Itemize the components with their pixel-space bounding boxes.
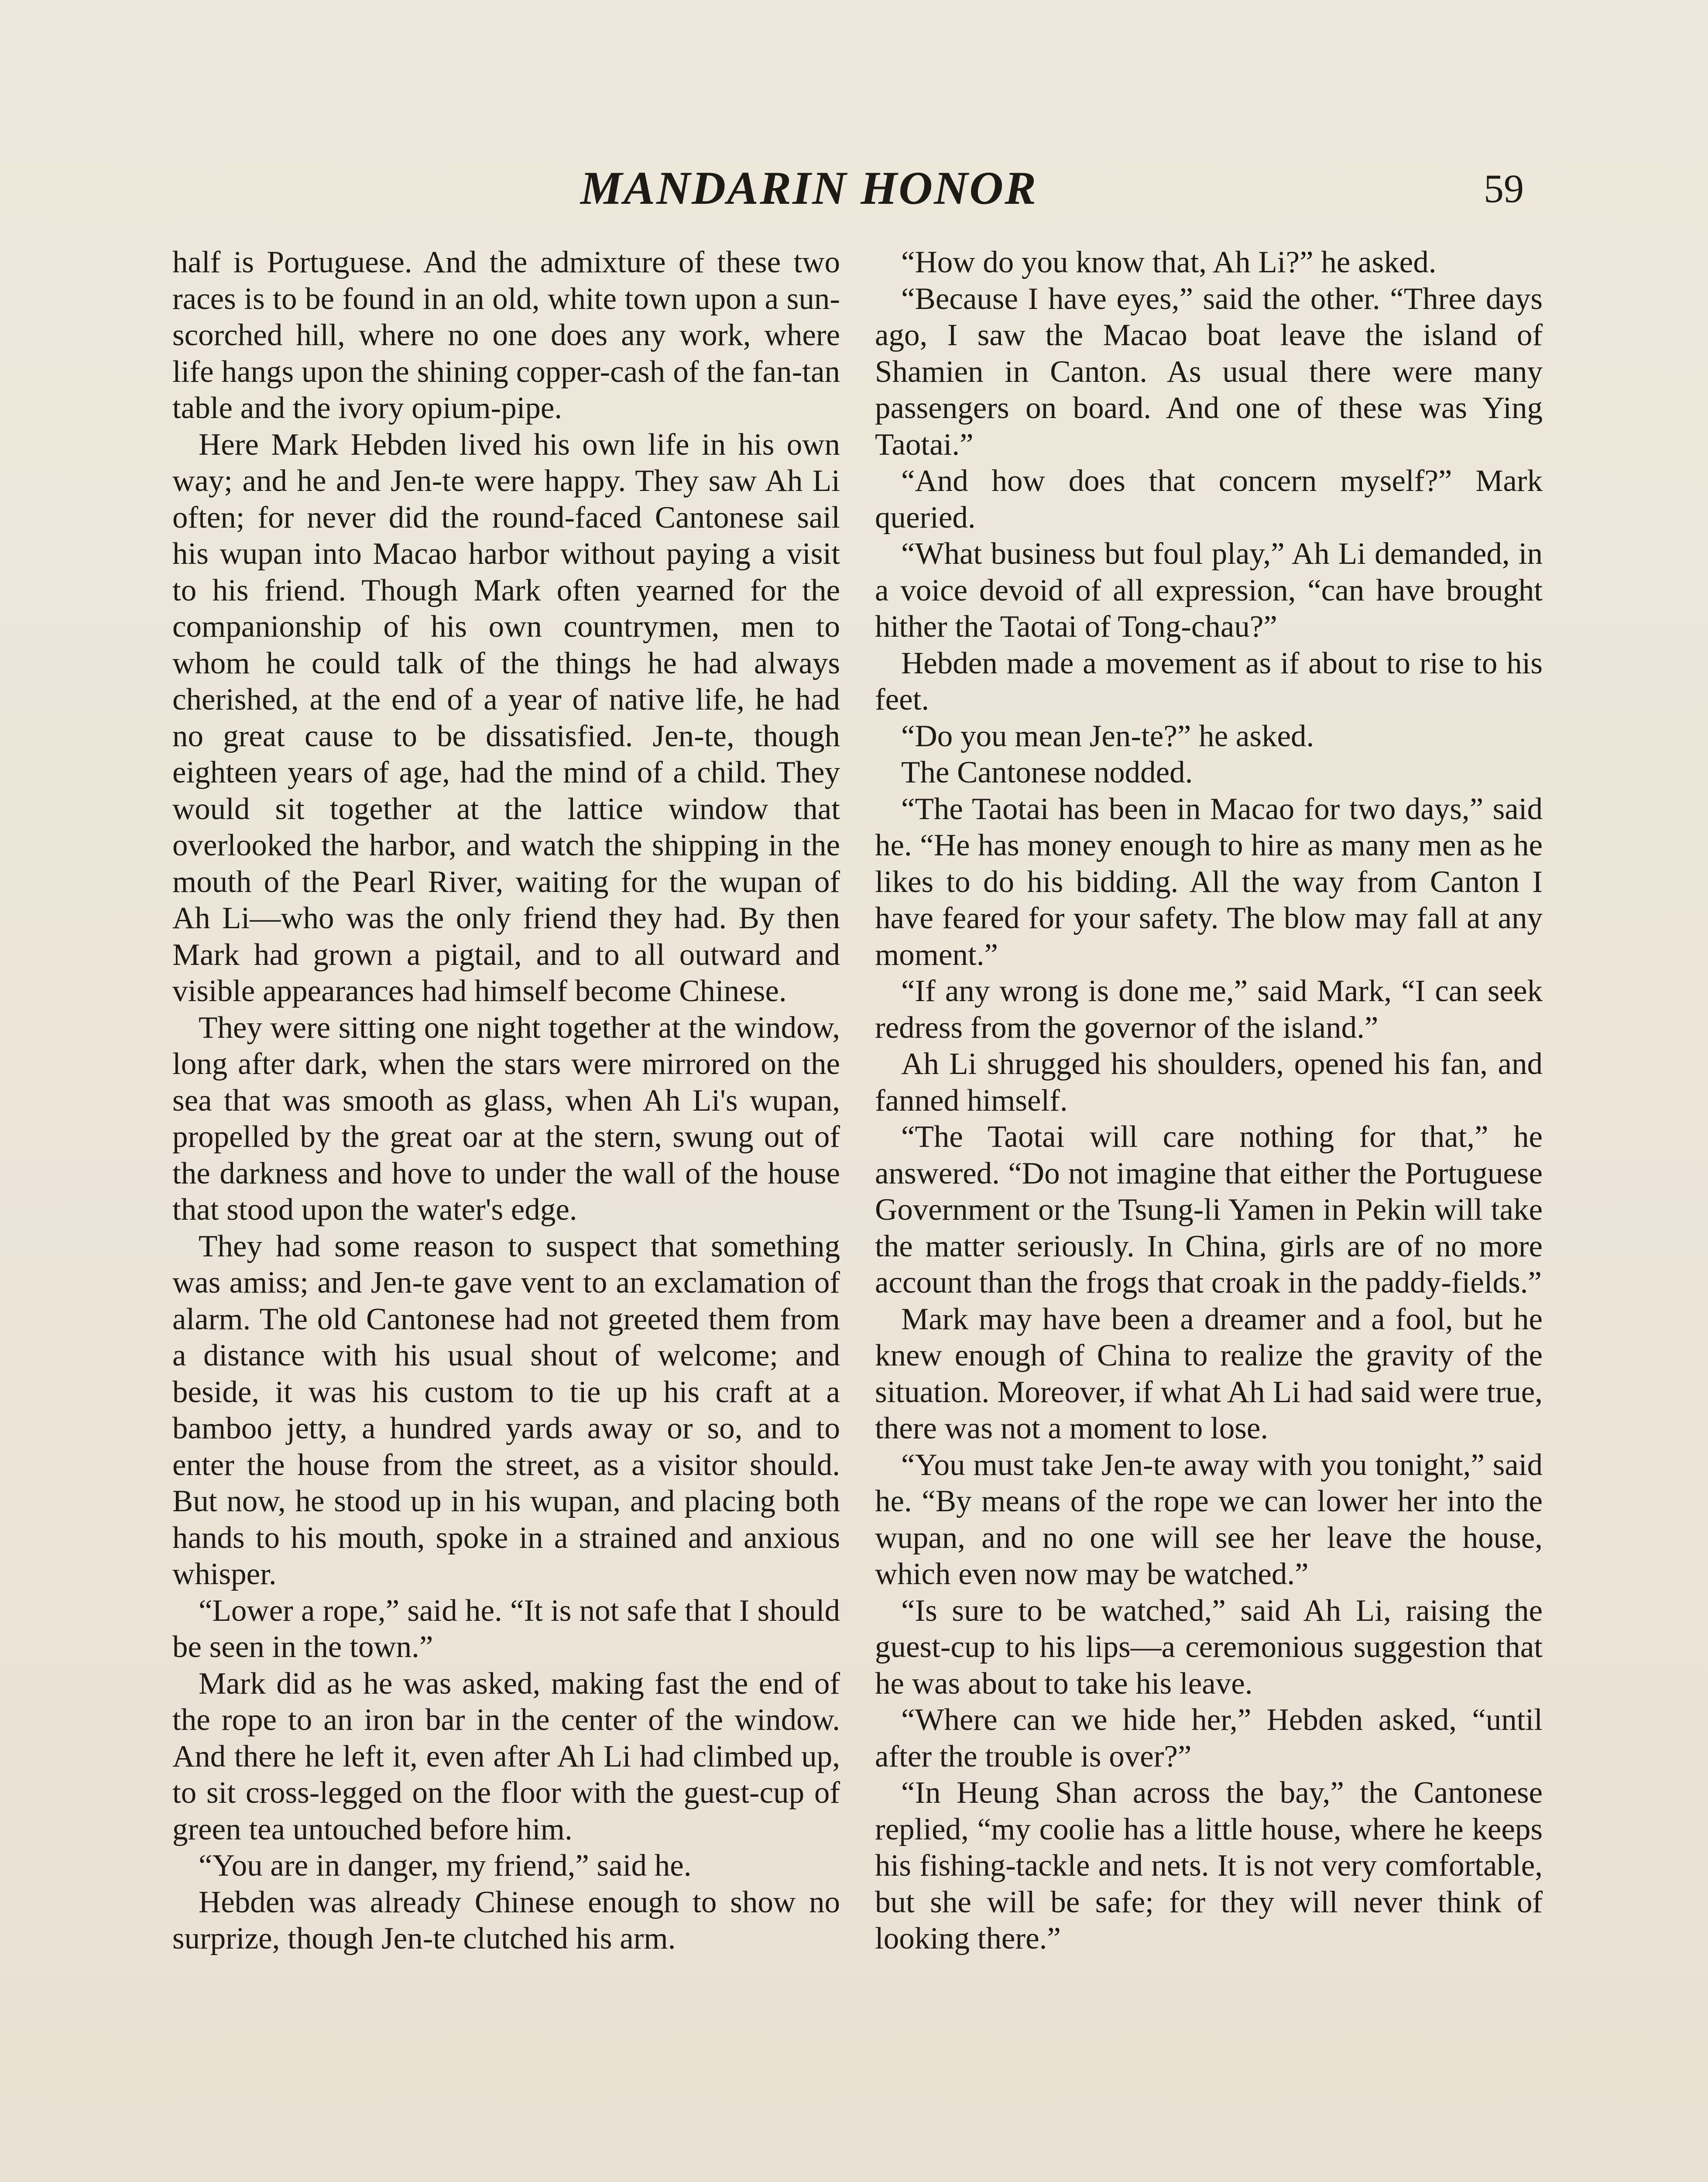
paragraph: “You are in danger, my friend,” said he. (199, 1849, 692, 1883)
paragraph: “If any wrong is done me,” said Mark, “I can seek redress from the governor of the island.” (875, 974, 1543, 1045)
paragraph: “Is sure to be watched,” said Ah Li, raising the guest-cup to his lips—a ceremonious suggestion that he was about to take his leave. (875, 1593, 1543, 1701)
right-column (875, 244, 1543, 2182)
paragraph: Ah Li shrugged his shoulders, opened his fan, and fanned himself. (875, 1047, 1543, 1118)
paragraph: “Lower a rope,” said he. “It is not safe that I should be seen in the town.” (172, 1593, 840, 1664)
paragraph: “Because I have eyes,” said the other. “Three days ago, I saw the Macao boat leave the island of Shamien in Canton. As usual there were many passengers on board. And one of these was Ying Taotai.” (875, 281, 1543, 462)
running-head: MANDARIN HONOR (580, 162, 1038, 214)
paragraph: half is Portuguese. And the admixture of these two races is to be found in an old, white town upon a sun-scorched hill, where no one does any work, where life hangs upon the shining copper-cash of the fan-tan table and the ivory opium-pipe. (172, 245, 840, 425)
paragraph: Mark did as he was asked, making fast the end of the rope to an iron bar in the center of the window. And there he left it, even after Ah Li had climbed up, to sit cross-legged on the floor with the guest-cup of green tea untouched before him. (172, 1666, 840, 1846)
paragraph: “The Taotai will care nothing for that,” he answered. “Do not imagine that either the Portuguese Government or the Tsung-li Yamen in Pekin will take the matter seriously. In China, girls are of no more account than the frogs that croak in the paddy-fields.” (875, 1120, 1543, 1300)
paragraph: The Cantonese nodded. (901, 755, 1193, 789)
paragraph: Mark may have been a dreamer and a fool, but he knew enough of China to realize the gravity of the situation. Moreover, if what Ah Li had said were true, there was not a moment to lose. (875, 1302, 1543, 1445)
paragraph: They had some reason to suspect that something was amiss; and Jen-te gave vent to an exclamation of alarm. The old Cantonese had not greeted them from a distance with his usual shout of welcome; and beside, it was his custom to tie up his craft at a bamboo jetty, a hundred yards away or so, and to enter the house from the street, as a visitor should. But now, he stood up in his wupan, and placing both hands to his mouth, spoke in a strained and anxious whisper. (172, 1229, 840, 1591)
page-number: 59 (1484, 166, 1524, 211)
paragraph: “Do you mean Jen-te?” he asked. (901, 719, 1314, 753)
paragraph: Hebden was already Chinese enough to show no surprize, though Jen-te clutched his arm. (172, 1885, 840, 1956)
paragraph: “What business but foul play,” Ah Li demanded, in a voice devoid of all expression, “can have brought hither the Taotai of Tong-chau?” (875, 537, 1543, 644)
paragraph: “In Heung Shan across the bay,” the Cantonese replied, “my coolie has a little house, where he keeps his fishing-tackle and nets. It is not very comfortable, but she will be safe; for they will never think of looking there.” (875, 1776, 1543, 1956)
left-column (172, 244, 840, 2182)
paragraph: “The Taotai has been in Macao for two days,” said he. “He has money enough to hire as many men as he likes to do his bidding. All the way from Canton I have feared for your safety. The blow may fall at any moment.” (875, 792, 1543, 972)
paragraph: “How do you know that, Ah Li?” he asked. (901, 245, 1437, 279)
paragraph: They were sitting one night together at the window, long after dark, when the stars were mirrored on the sea that was smooth as glass, when Ah Li's wupan, propelled by the great oar at the stern, swung out of the darkness and hove to under the wall of the house that stood upon the water's edge. (172, 1010, 840, 1227)
paragraph: “You must take Jen-te away with you tonight,” said he. “By means of the rope we can lower her into the wupan, and no one will see her leave the house, which even now may be watched.” (875, 1448, 1543, 1591)
paragraph: Hebden made a movement as if about to rise to his feet. (875, 646, 1543, 717)
paragraph: “And how does that concern myself?” Mark queried. (875, 464, 1543, 535)
page-header (0, 158, 1708, 219)
paragraph: “Where can we hide her,” Hebden asked, “until after the trouble is over?” (875, 1703, 1543, 1774)
paragraph: Here Mark Hebden lived his own life in his own way; and he and Jen-te were happy. They saw Ah Li often; for never did the round-faced Cantonese sail his wupan into Macao harbor without paying a visit to his friend. Though Mark often yearned for the companionship of his own countrymen, men to whom he could talk of the things he had always cherished, at the end of a year of native life, he had no great cause to be dissatisfied. Jen-te, though eighteen years of age, had the mind of a child. They would sit together at the lattice window that overlooked the harbor, and watch the shipping in the mouth of the Pearl River, waiting for the wupan of Ah Li—who was the only friend they had. By then Mark had grown a pigtail, and to all outward and visible appearances had himself become Chinese. (172, 427, 840, 1008)
